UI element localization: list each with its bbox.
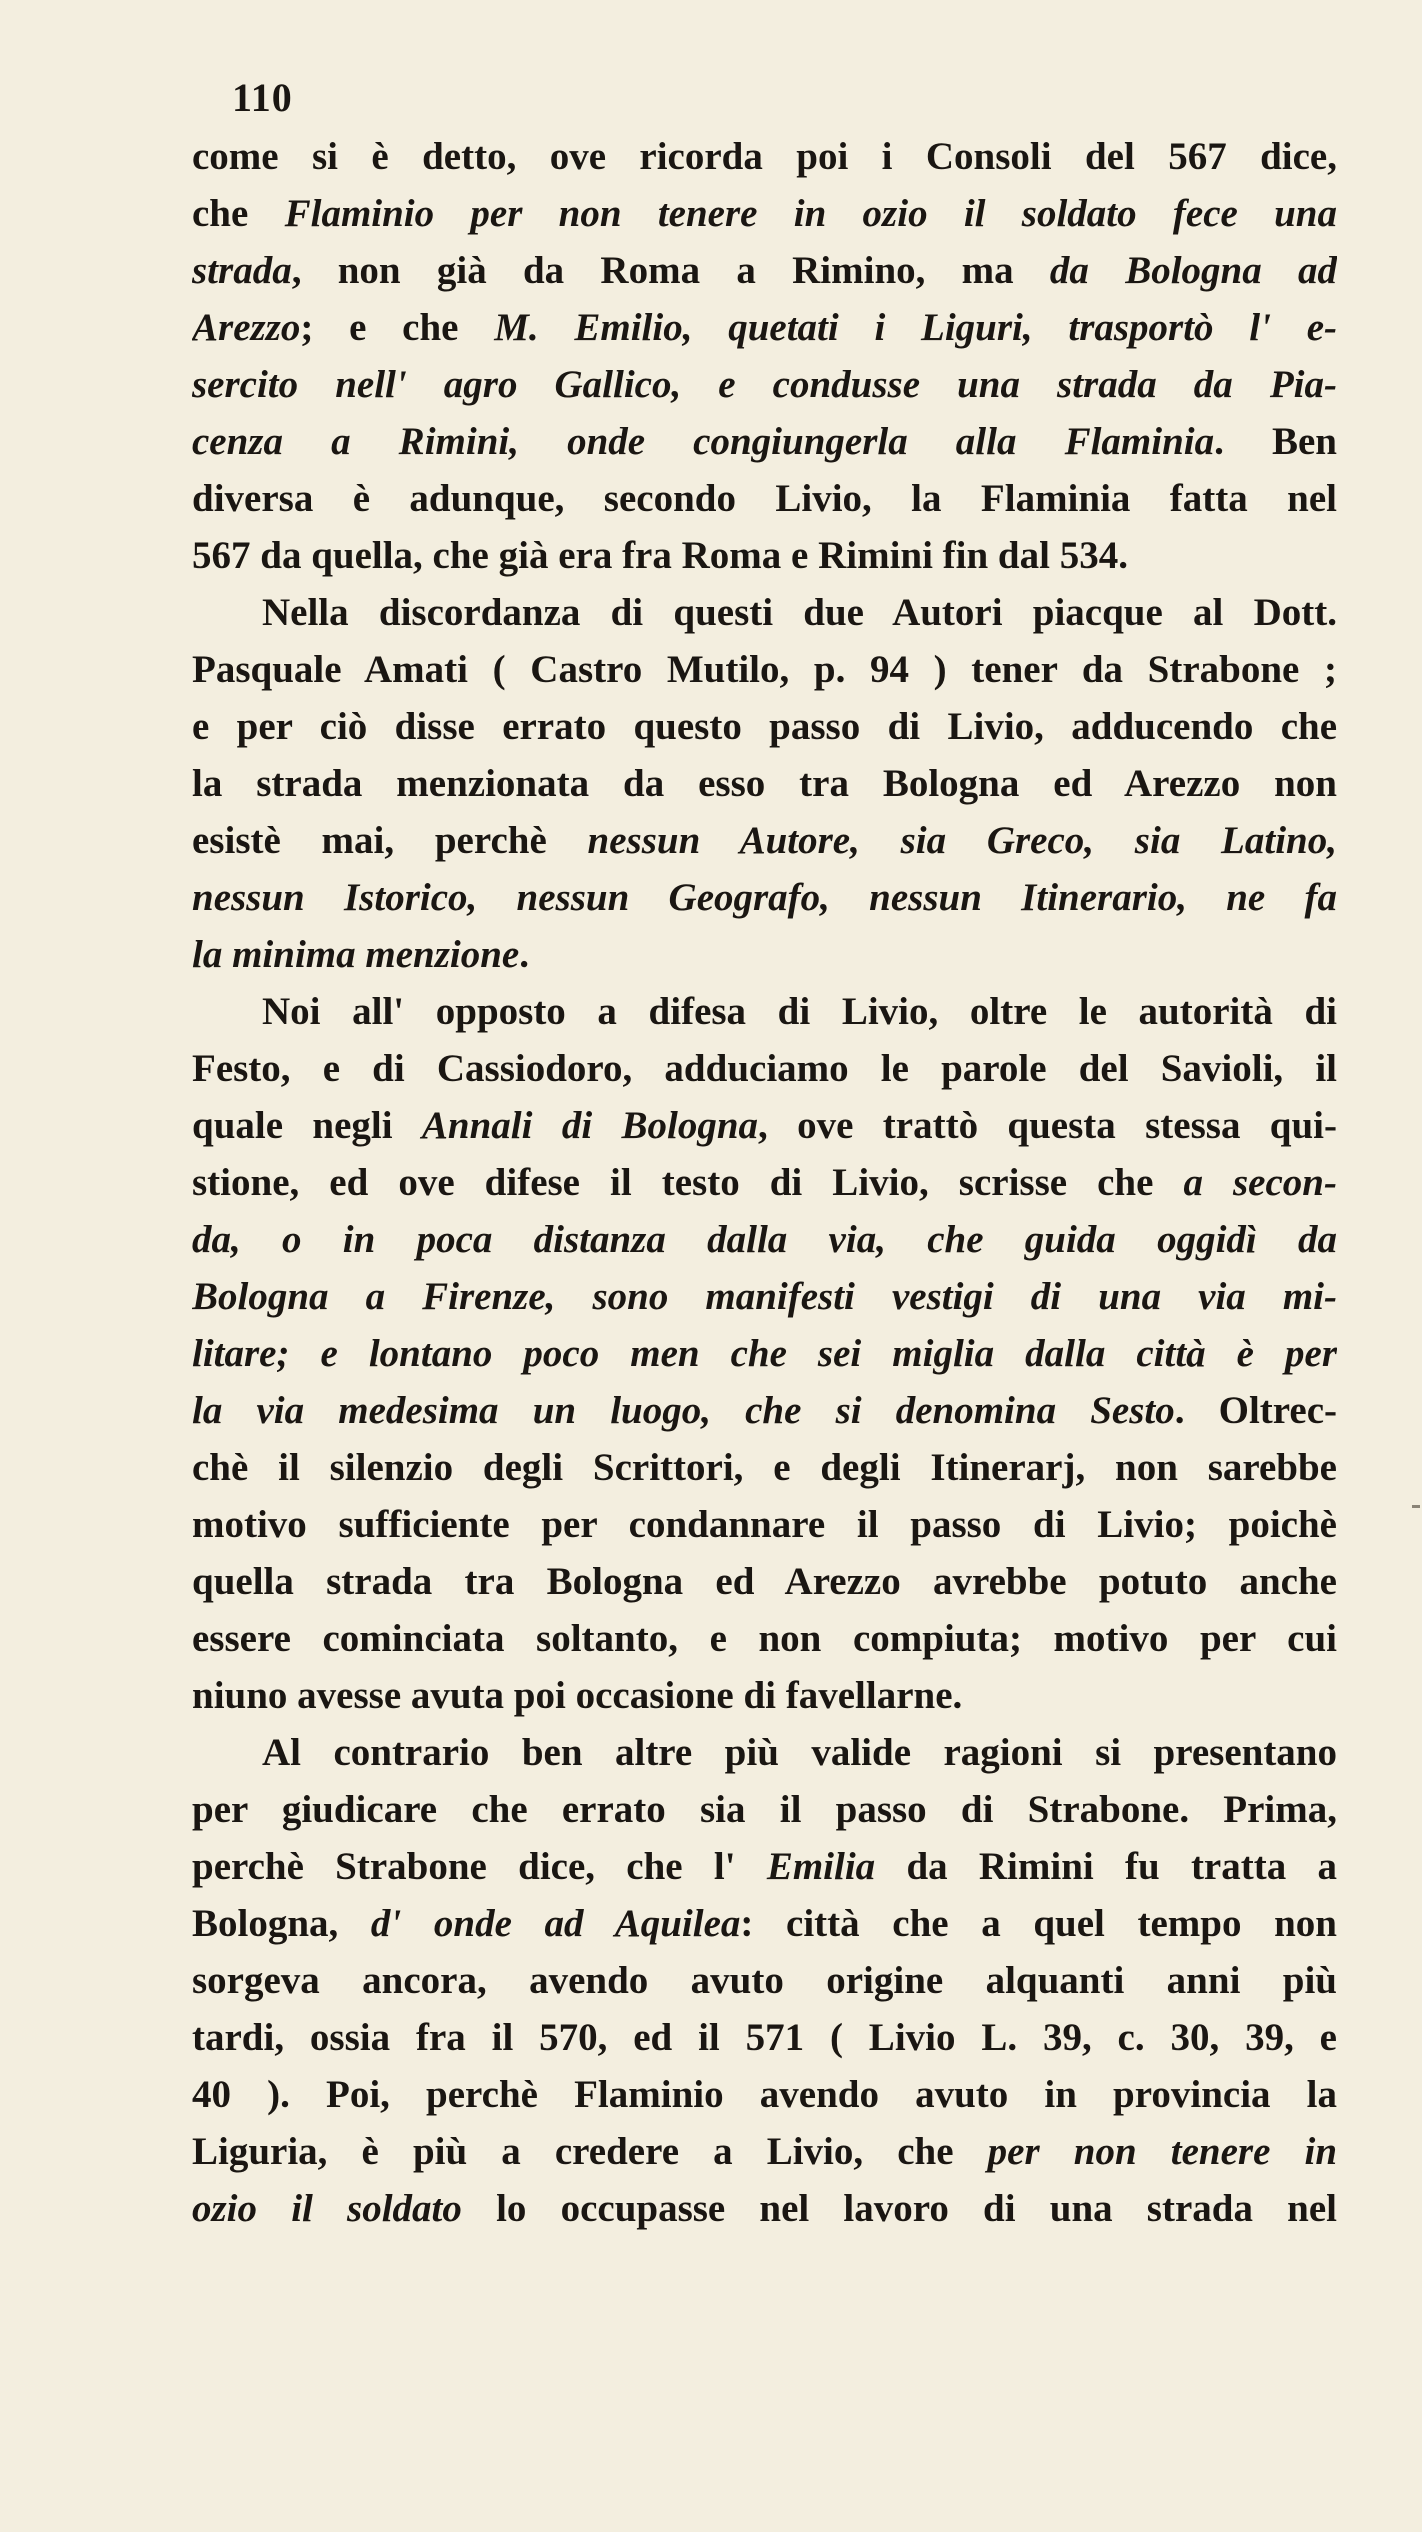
text-segment: la strada menzionata da esso tra Bologna ed Arezzo non [192, 762, 1337, 805]
text-segment: quale negli [192, 1104, 422, 1147]
text-segment: come si è detto, ove ricorda poi i Consoli del 567 dice, [192, 135, 1337, 178]
text-segment: essere cominciata soltanto, e non compiuta; motivo per cui [192, 1617, 1337, 1660]
text-line [192, 1667, 1337, 1724]
italic-text: Emilia [766, 1845, 876, 1888]
text-line [192, 527, 1337, 584]
text-line [192, 1439, 1337, 1496]
text-line [192, 1154, 1337, 1211]
text-line [192, 1838, 1337, 1895]
italic-text: ozio il soldato [192, 2187, 462, 2230]
text-line [192, 2009, 1337, 2066]
text-line [192, 1952, 1337, 2009]
text-line [192, 299, 1337, 356]
text-segment: lo occupasse nel lavoro di una strada nel [461, 2187, 1337, 2230]
italic-text: cenza a Rimini, onde congiungerla alla Flaminia [192, 420, 1215, 463]
text-line [192, 1211, 1337, 1268]
text-line [192, 869, 1337, 926]
italic-text: sercito nell' agro Gallico, e condusse una strada da Pia- [192, 363, 1337, 406]
text-segment: . [519, 933, 529, 976]
text-segment: 40 ). Poi, perchè Flaminio avendo avuto in provincia la [192, 2073, 1337, 2116]
text-line [192, 1097, 1337, 1154]
text-segment: per giudicare che errato sia il passo di Strabone. Prima, [192, 1788, 1337, 1831]
text-segment: chè il silenzio degli Scrittori, e degli Itinerarj, non sarebbe [192, 1446, 1337, 1489]
body-text [192, 128, 1337, 2237]
text-segment: motivo sufficiente per condannare il passo di Livio; poichè [192, 1503, 1337, 1546]
text-segment: niuno avesse avuta poi occasione di favellarne. [192, 1674, 963, 1717]
text-segment: Bologna, [192, 1902, 371, 1945]
text-line [192, 698, 1337, 755]
italic-text: litare; e lontano poco men che sei miglia dalla città è per [192, 1332, 1337, 1375]
text-line [192, 1496, 1337, 1553]
text-line [192, 641, 1337, 698]
italic-text: per non tenere in [987, 2130, 1337, 2173]
text-line [192, 755, 1337, 812]
text-segment: Noi all' opposto a difesa di Livio, oltre le autorità di [262, 990, 1337, 1033]
text-line [192, 185, 1337, 242]
text-segment: diversa è adunque, secondo Livio, la Flaminia fatta nel [192, 477, 1337, 520]
text-line [192, 812, 1337, 869]
text-segment: , ove trattò questa stessa qui- [758, 1104, 1337, 1147]
margin-mark [1412, 1505, 1420, 1508]
text-line [192, 1382, 1337, 1439]
text-line [192, 1724, 1337, 1781]
text-segment: da Rimini fu tratta a [875, 1845, 1337, 1888]
text-segment: 567 da quella, che già era fra Roma e Rimini fin dal 534. [192, 534, 1128, 577]
text-segment: tardi, ossia fra il 570, ed il 571 ( Livio L. 39, c. 30, 39, e [192, 2016, 1337, 2059]
italic-text: a secon- [1183, 1161, 1337, 1204]
text-segment: sorgeva ancora, avendo avuto origine alquanti anni più [192, 1959, 1337, 2002]
text-line [192, 584, 1337, 641]
text-segment: . Oltrec- [1174, 1389, 1337, 1432]
italic-text: Bologna a Firenze, sono manifesti vestigi di una via mi- [192, 1275, 1337, 1318]
italic-text: strada [192, 249, 292, 292]
italic-text: d' onde ad Aquilea [370, 1902, 741, 1945]
italic-text: da, o in poca distanza dalla via, che guida oggidì da [192, 1218, 1337, 1261]
text-segment: perchè Strabone dice, che l' [192, 1845, 767, 1888]
italic-text: la minima menzione [192, 933, 520, 976]
text-line [192, 1781, 1337, 1838]
text-line [192, 2066, 1337, 2123]
text-line [192, 1895, 1337, 1952]
text-segment: Nella discordanza di questi due Autori piacque al Dott. [262, 591, 1337, 634]
text-line [192, 128, 1337, 185]
text-segment: Festo, e di Cassiodoro, adduciamo le parole del Savioli, il [192, 1047, 1337, 1090]
italic-text: Arezzo [192, 306, 301, 349]
text-segment: stione, ed ove difese il testo di Livio, scrisse che [192, 1161, 1184, 1204]
italic-text: da Bologna ad [1049, 249, 1337, 292]
text-segment: . Ben [1214, 420, 1337, 463]
text-line [192, 242, 1337, 299]
text-line [192, 1610, 1337, 1667]
italic-text: nessun Istorico, nessun Geografo, nessun Itinerario, ne fa [192, 876, 1337, 919]
text-line [192, 1040, 1337, 1097]
text-line [192, 2123, 1337, 2180]
text-segment: Pasquale Amati ( Castro Mutilo, p. 94 ) tener da Strabone ; [192, 648, 1337, 691]
text-segment: ; e che [300, 306, 495, 349]
text-segment: e per ciò disse errato questo passo di Livio, adducendo che [192, 705, 1337, 748]
text-segment: : città che a quel tempo non [740, 1902, 1337, 1945]
text-segment: esistè mai, perchè [192, 819, 588, 862]
italic-text: Flaminio per non tenere in ozio il soldato fece una [284, 192, 1337, 235]
text-line [192, 983, 1337, 1040]
text-line [192, 356, 1337, 413]
text-line [192, 1325, 1337, 1382]
page-number: 110 [232, 75, 293, 120]
italic-text: nessun Autore, sia Greco, sia Latino, [587, 819, 1337, 862]
text-segment: Al contrario ben altre più valide ragioni si presentano [262, 1731, 1337, 1774]
text-line [192, 413, 1337, 470]
italic-text: la via medesima un luogo, che si denomina Sesto [192, 1389, 1175, 1432]
text-line [192, 1268, 1337, 1325]
text-line [192, 2180, 1337, 2237]
italic-text: M. Emilio, quetati i Liguri, trasportò l' e- [494, 306, 1337, 349]
text-line [192, 470, 1337, 527]
text-line [192, 926, 1337, 983]
text-segment: Liguria, è più a credere a Livio, che [192, 2130, 988, 2173]
italic-text: Annali di Bologna [421, 1104, 759, 1147]
text-segment: che [192, 192, 285, 235]
text-segment: quella strada tra Bologna ed Arezzo avrebbe potuto anche [192, 1560, 1337, 1603]
text-line [192, 1553, 1337, 1610]
text-segment: , non già da Roma a Rimino, ma [291, 249, 1050, 292]
